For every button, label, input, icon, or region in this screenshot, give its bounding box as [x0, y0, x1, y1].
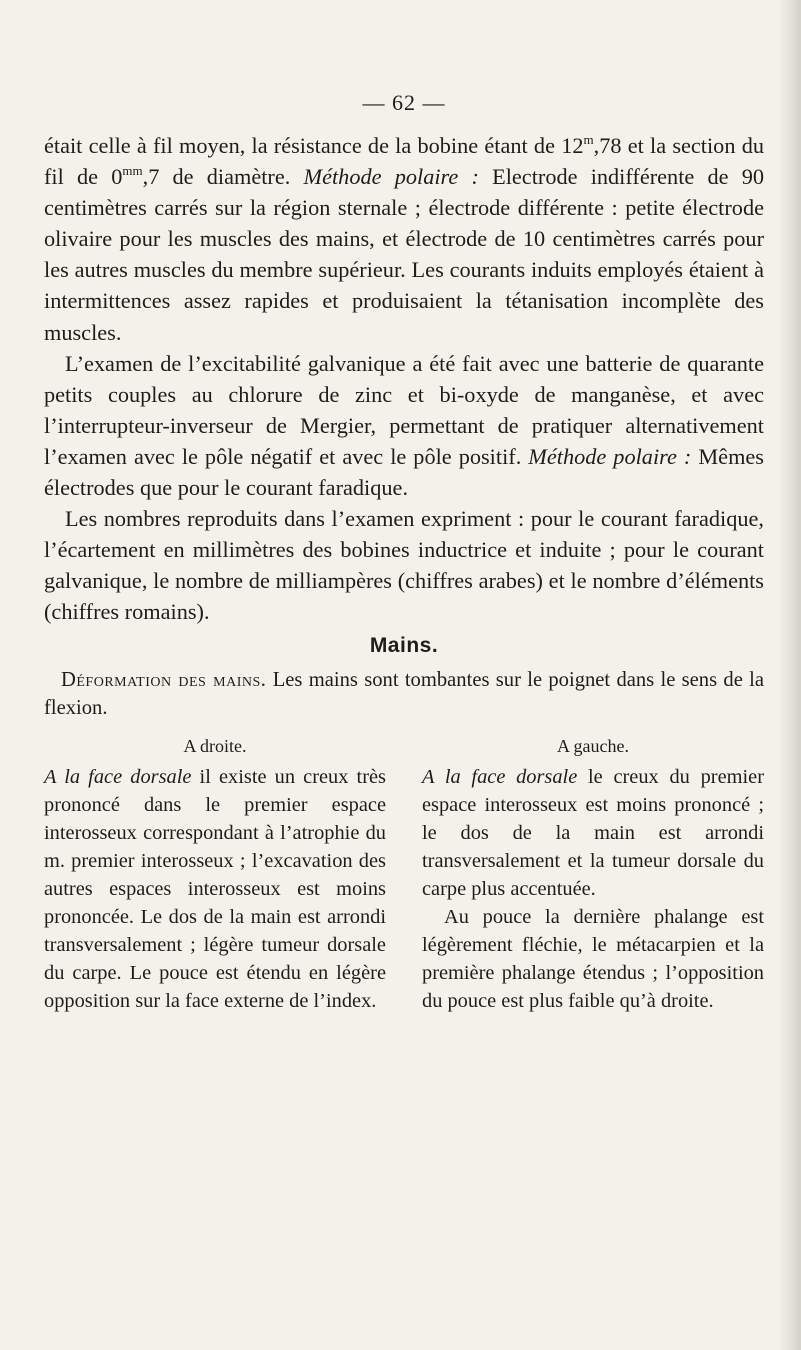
column-paragraph: Au pouce la dernière phalange est légèrement fléchie, le métacarpien et la première phalange étendus ; l’opposition du pouce est plus faible qu’à droite.: [422, 905, 764, 1013]
superscript: m: [583, 132, 594, 147]
text-run: L’examen de l’excitabilité galvanique a été fait avec une batterie de quarante petits couples au chlorure de zinc et bi-oxyde de manganèse, et avec l’interrupteur-inverseur de Mergier, permettant de pratiquer alternativement l’examen avec le pôle négatif et avec le pôle positif.: [44, 350, 764, 469]
lead-paragraph: [44, 666, 764, 722]
text-run: était celle à fil moyen, la résistance de la bobine étant de 12: [44, 133, 584, 158]
text-run: ,78 et la section du fil de 0: [44, 133, 764, 190]
text-run: ,7 de diamètre.: [142, 164, 304, 190]
paragraph-coil-description: [44, 130, 764, 348]
column-left-hand: [422, 736, 764, 1016]
paragraph-galvanic-exam: [44, 348, 764, 503]
text-run: il existe un creux très prononcé dans le premier espace interosseux correspondant à l’atrophie du m. premier interosseux ; l’excavation des autres espaces interosseux est moins prononcée. Le dos de la main est arrondi transversalement ; légère tumeur dorsale du carpe. Le pouce est étendu en légère opposition sur la face externe de l’index.: [44, 765, 386, 1013]
column-header: A droite.: [183, 735, 247, 756]
column-right-hand: [44, 736, 386, 1016]
lead-text: Les mains sont tombantes sur le poignet dans le sens de la flexion.: [44, 668, 764, 719]
document-page: [44, 90, 764, 1015]
column-header: A gauche.: [557, 735, 629, 756]
emphasis-methode-polaire: Méthode polaire :: [528, 443, 692, 469]
lead-label: Déformation des mains.: [61, 668, 267, 691]
text-run: Mêmes électrodes que pour le courant faradique.: [44, 443, 764, 501]
section-heading: Mains.: [369, 633, 439, 657]
emphasis-face-dorsale: A la face dorsale: [422, 765, 578, 788]
text-run: Electrode indifférente de 90 centimètres carrés sur la région sternale ; électrode différente : petite électrode olivaire pour les muscles des mains, et électrode de 10 centimètres carrés pour les autres muscles du membre supérieur. Les courants induits employés étaient à intermittences assez rapides et produisaient la tétanisation incomplète des muscles.: [44, 164, 764, 345]
column-paragraph: [422, 763, 764, 903]
page-edge-shadow: [779, 0, 801, 1350]
column-paragraph: [44, 763, 386, 1016]
page-number: — 62 —: [362, 90, 446, 115]
emphasis-methode-polaire: Méthode polaire :: [303, 164, 479, 190]
body-text: [44, 130, 764, 628]
paragraph-numbers-explanation: [44, 503, 764, 627]
text-run: le creux du premier espace interosseux est moins prononcé ; le dos de la main est arrondi transversalement et la tumeur dorsale du carpe plus accentuée.: [422, 765, 764, 900]
text-run: Les nombres reproduits dans l’examen expriment : pour le courant faradique, l’écartement en millimètres des bobines inductrice et induite ; pour le courant galvanique, le nombre de milliampères (chiffres arabes) et le nombre d’éléments (chiffres romains).: [44, 506, 764, 625]
emphasis-face-dorsale: A la face dorsale: [44, 765, 192, 788]
superscript: mm: [122, 163, 143, 179]
two-column-section: [44, 736, 764, 1016]
